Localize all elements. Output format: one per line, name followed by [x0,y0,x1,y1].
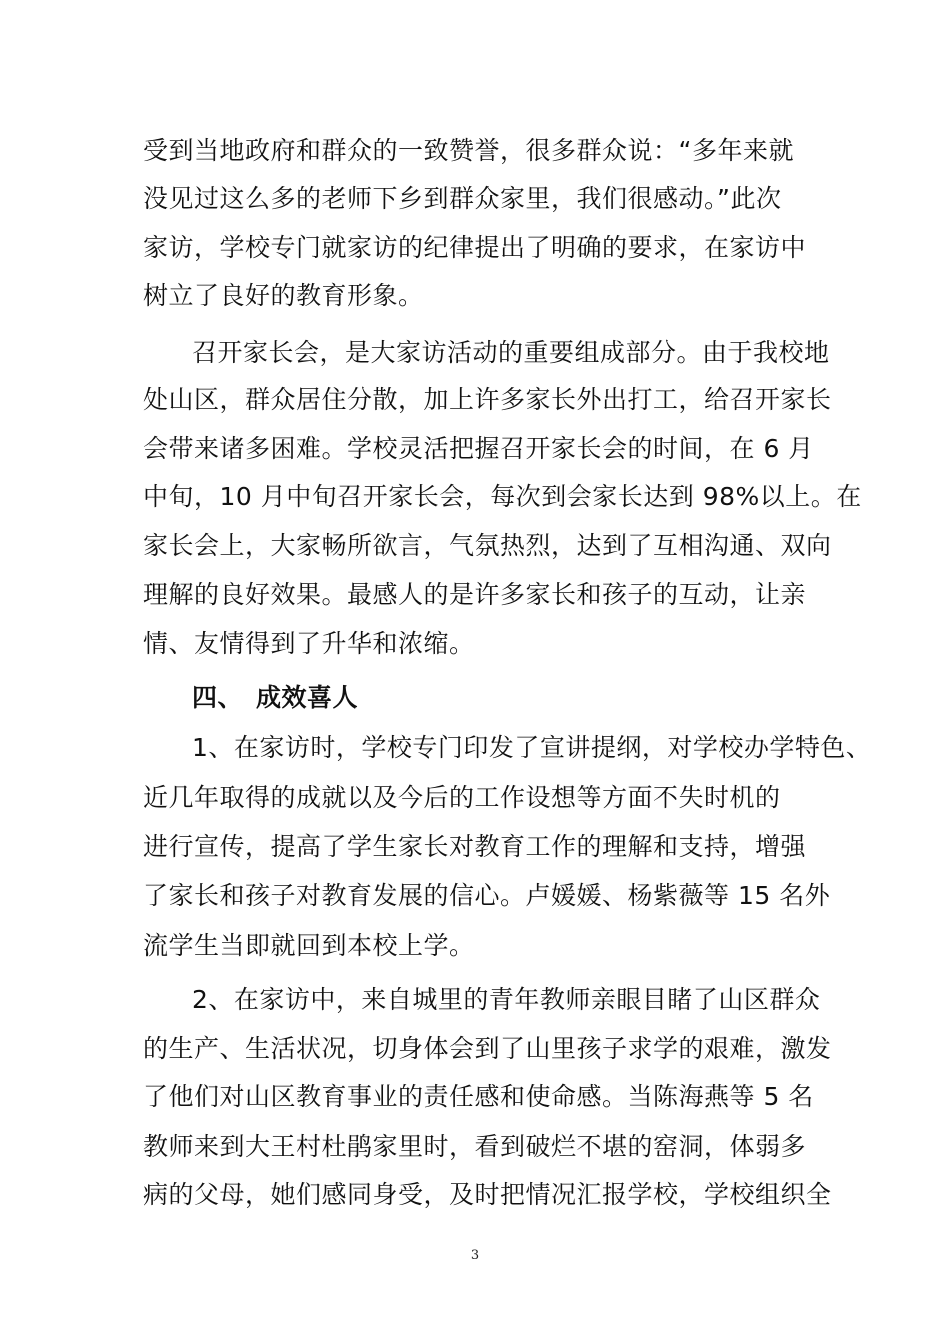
paragraph-line: 的生产、生活状况，切身体会到了山里孩子求学的艰难，激发 [143,1034,832,1063]
paragraph-line: 家长会上，大家畅所欲言，气氛热烈，达到了互相沟通、双向 [143,531,832,560]
paragraph-line: 1、在家访时，学校专门印发了宣讲提纲，对学校办学特色、 [192,733,872,762]
paragraph-line: 教师来到大王村杜鹃家里时，看到破烂不堪的窑洞，体弱多 [143,1132,807,1161]
paragraph-line: 受到当地政府和群众的一致赞誉，很多群众说：“多年来就 [143,136,794,165]
paragraph-line: 中旬，10 月中旬召开家长会，每次到会家长达到 98%以上。在 [143,482,862,511]
paragraph-line: 召开家长会，是大家访活动的重要组成部分。由于我校地 [192,338,830,367]
paragraph-line: 了家长和孩子对教育发展的信心。卢媛媛、杨紫薇等 15 名外 [143,881,831,910]
paragraph-line: 近几年取得的成就以及今后的工作设想等方面不失时机的 [143,783,781,812]
paragraph-line: 流学生当即就回到本校上学。 [143,931,475,960]
paragraph-line: 了他们对山区教育事业的责任感和使命感。当陈海燕等 5 名 [143,1082,814,1111]
paragraph-line: 进行宣传，提高了学生家长对教育工作的理解和支持，增强 [143,832,807,861]
paragraph-line: 树立了良好的教育形象。 [143,281,424,310]
paragraph-line: 情、友情得到了升华和浓缩。 [143,629,475,658]
page-number: 3 [470,1248,480,1263]
paragraph-line: 处山区，群众居住分散，加上许多家长外出打工，给召开家长 [143,385,832,414]
paragraph-line: 理解的良好效果。最感人的是许多家长和孩子的互动，让亲 [143,580,807,609]
section-heading: 四、 成效喜人 [192,683,359,712]
paragraph-line: 没见过这么多的老师下乡到群众家里，我们很感动。”此次 [143,184,782,213]
paragraph-line: 家访，学校专门就家访的纪律提出了明确的要求，在家访中 [143,233,807,262]
paragraph-line: 2、在家访中，来自城里的青年教师亲眼目睹了山区群众 [192,985,821,1014]
paragraph-line: 病的父母，她们感同身受，及时把情况汇报学校，学校组织全 [143,1180,832,1209]
paragraph-line: 会带来诸多困难。学校灵活把握召开家长会的时间，在 6 月 [143,434,814,463]
